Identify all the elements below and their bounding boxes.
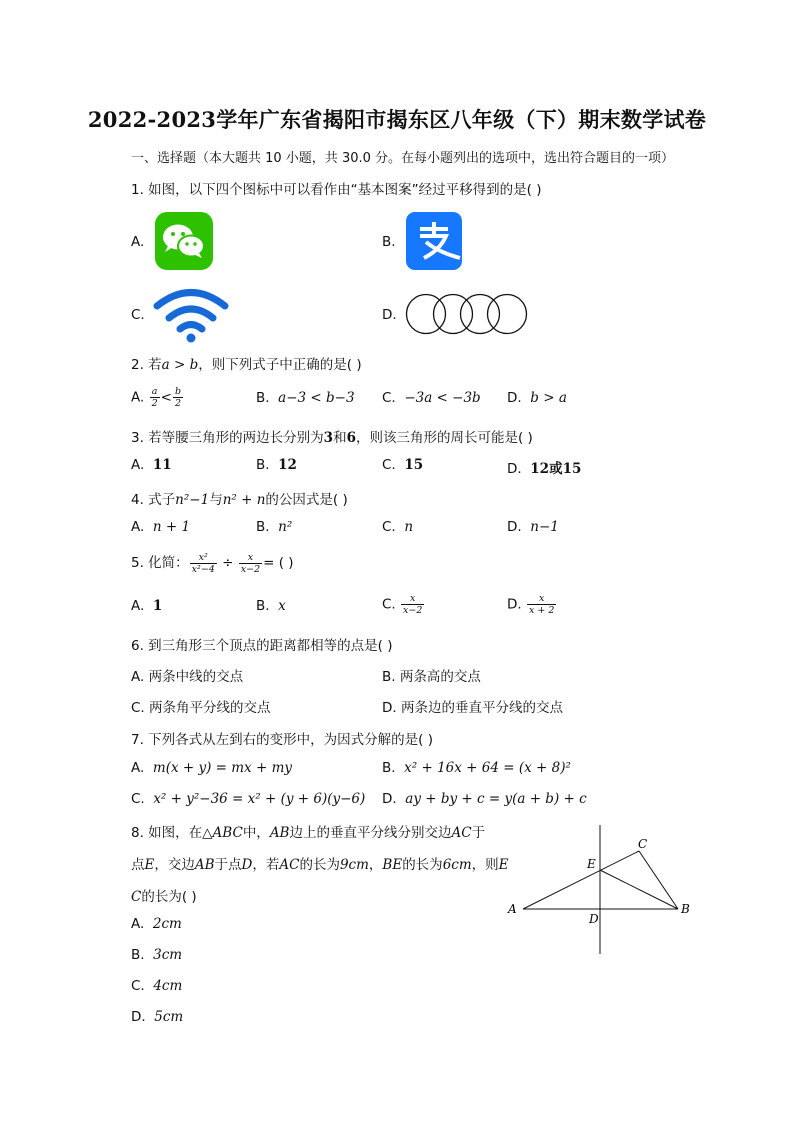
q6-option-b: B. 两条高的交点 — [382, 669, 481, 685]
q5-option-b-val: x — [278, 598, 286, 614]
q2-option-d-expr: b > a — [530, 390, 567, 406]
q8-text: ，若 — [252, 857, 280, 873]
q8-point-e: E — [144, 857, 155, 873]
q5-divide: ÷ — [222, 555, 234, 571]
q4-option-a — [131, 519, 190, 535]
q3-option-d-val: 12或15 — [530, 461, 582, 477]
q4-option-d — [507, 519, 559, 535]
q4-option-a-label: A. — [131, 519, 145, 535]
q5-frac-1-num: x² — [190, 552, 217, 564]
q8-option-c — [131, 978, 182, 994]
q2-option-d — [507, 390, 567, 406]
q4-stem-pre: 4. 式子 — [131, 492, 176, 508]
q5-frac-1 — [190, 552, 217, 575]
q8-text: 边上的垂直平分线分别交边 — [289, 825, 452, 841]
q7-option-c-val: x² + y²−36 = x² + (y + 6)(y−6) — [153, 791, 366, 807]
q2-lt: < — [160, 389, 172, 406]
q7-option-b-label: B. — [382, 760, 396, 776]
q8-option-c-label: C. — [131, 978, 145, 994]
question-2-stem — [131, 353, 362, 373]
q8-text: 于 — [471, 825, 486, 841]
q3-option-c — [382, 457, 423, 473]
q2-option-a-label: A. — [131, 389, 145, 406]
q2-option-b — [256, 390, 355, 406]
q2-condition: a > b — [161, 357, 199, 373]
q8-text: 点 — [131, 857, 145, 873]
q1-option-c-label: C. — [131, 307, 145, 323]
q2-frac-a-num: a — [150, 386, 160, 398]
q3-stem-post: ，则该三角形的周长可能是( ) — [355, 430, 533, 446]
q3-option-c-label: C. — [382, 457, 396, 473]
q8-seg-ac: AC — [279, 857, 300, 873]
q3-option-a-val: 11 — [152, 457, 172, 473]
q5-option-a-label: A. — [131, 598, 145, 614]
q7-option-b-val: x² + 16x + 64 = (x + 8)² — [404, 760, 571, 776]
q5-option-b-label: B. — [256, 598, 270, 614]
q3-option-a — [131, 457, 172, 473]
q5-option-d-frac — [527, 593, 556, 616]
question-8-line-1 — [131, 821, 485, 841]
q3-option-a-label: A. — [131, 457, 145, 473]
q8-triangle: △ABC — [202, 825, 243, 841]
q2-option-a — [131, 386, 184, 409]
q3-num-6: 6 — [346, 430, 356, 446]
q8-option-c-val: 4cm — [153, 978, 183, 994]
q5-stem-pre: 5. 化简： — [131, 555, 189, 571]
q5-stem-post: = ( ) — [263, 555, 294, 571]
q5-frac-2 — [239, 552, 262, 575]
q8-option-a-val: 2cm — [152, 916, 182, 932]
page-title: 2022-2023学年广东省揭阳市揭东区八年级（下）期末数学试卷 — [87, 107, 707, 132]
q8-seg-ab: AB — [269, 825, 290, 841]
q3-option-d-label: D. — [507, 461, 522, 477]
question-4-stem — [131, 488, 348, 508]
q5-option-c-den: x−2 — [403, 605, 423, 616]
q8-length-9: 9cm — [339, 857, 369, 873]
q3-num-3: 3 — [323, 430, 334, 446]
segment-ac — [523, 851, 639, 909]
q4-expr-1: n²−1 — [175, 492, 210, 508]
q4-option-c-val: n — [404, 519, 414, 535]
q7-option-d — [382, 791, 587, 807]
q6-option-c: C. 两条角平分线的交点 — [131, 700, 271, 716]
label-a: A — [508, 902, 517, 916]
q5-option-d — [507, 593, 557, 616]
q4-option-d-label: D. — [507, 519, 522, 535]
q8-text: 中， — [242, 825, 270, 841]
q8-option-b-label: B. — [131, 947, 145, 963]
q8-option-d — [131, 1009, 183, 1025]
q4-stem-post: 的公因式是( ) — [265, 492, 348, 508]
q5-option-c-num: x — [401, 593, 424, 605]
q1-option-a-label: A. — [131, 234, 145, 250]
q8-text: ，交边 — [154, 857, 195, 873]
q8-option-b — [131, 947, 182, 963]
q7-option-c — [131, 791, 365, 807]
q4-option-b-val: n² — [278, 519, 293, 535]
q8-option-d-val: 5cm — [154, 1009, 184, 1025]
question-8-line-2 — [131, 853, 509, 873]
question-6-stem: 6. 到三角形三个顶点的距离都相等的点是( ) — [131, 638, 393, 654]
q8-option-b-val: 3cm — [153, 947, 183, 963]
q3-mid: 和 — [333, 430, 347, 446]
q5-option-a — [131, 598, 162, 614]
q4-mid: 与 — [209, 492, 223, 508]
q8-text: ，则 — [471, 857, 499, 873]
q3-stem-pre: 3. 若等腰三角形的两边长分别为 — [131, 430, 324, 446]
q7-option-a-label: A. — [131, 760, 145, 776]
q2-option-b-label: B. — [256, 390, 270, 406]
q8-seg-ac: AC — [451, 825, 472, 841]
q8-text: 8. 如图，在 — [131, 825, 203, 841]
q5-option-d-label: D. — [507, 596, 522, 613]
label-b: B — [681, 902, 690, 916]
q6-option-d: D. 两条边的垂直平分线的交点 — [382, 700, 563, 716]
q3-option-b-label: B. — [256, 457, 270, 473]
q1-option-b-label: B. — [382, 234, 396, 250]
q2-option-c — [382, 390, 481, 406]
question-5-stem — [131, 551, 294, 575]
q8-option-a-label: A. — [131, 916, 145, 932]
label-c: C — [638, 837, 648, 851]
q8-point-c: C — [131, 889, 142, 905]
q5-frac-2-den: x−2 — [240, 563, 261, 575]
q5-option-d-num: x — [527, 593, 556, 605]
q3-option-c-val: 15 — [404, 457, 424, 473]
q8-point-e: E — [498, 857, 509, 873]
q4-expr-2: n² + n — [222, 492, 266, 508]
segment-cb — [639, 851, 678, 909]
q2-option-b-expr: a−3 < b−3 — [278, 390, 355, 406]
question-1-stem: 1. 如图，以下四个图标中可以看作由“基本图案”经过平移得到的是( ) — [131, 182, 542, 198]
q2-stem-pre: 2. 若 — [131, 357, 162, 373]
q5-option-c — [382, 593, 425, 616]
q5-option-c-label: C. — [382, 596, 396, 613]
q3-option-b-val: 12 — [278, 457, 297, 473]
q4-option-d-val: n−1 — [530, 519, 559, 535]
q2-stem-post: ，则下列式子中正确的是( ) — [198, 357, 362, 373]
q5-option-d-den: x + 2 — [528, 605, 555, 616]
q3-option-d — [507, 457, 581, 477]
q5-frac-2-num: x — [239, 552, 262, 564]
q2-frac-b-den: 2 — [174, 398, 182, 409]
q2-frac-b — [173, 386, 183, 409]
q3-option-b — [256, 457, 297, 473]
q8-text: 的长为( ) — [141, 889, 197, 905]
q4-option-a-val: n + 1 — [152, 519, 191, 535]
q7-option-c-label: C. — [131, 791, 145, 807]
q8-text: 的长为 — [402, 857, 443, 873]
section-heading: 一、选择题（本大题共 10 小题，共 30.0 分。在每小题列出的选项中，选出符合题目的一项） — [131, 151, 675, 166]
q4-option-c — [382, 519, 413, 535]
q4-option-b — [256, 519, 292, 535]
triangle-figure — [500, 822, 700, 961]
question-3-stem — [131, 426, 533, 446]
alipay-logo-icon — [406, 212, 462, 270]
q4-option-b-label: B. — [256, 519, 270, 535]
q8-option-d-label: D. — [131, 1009, 146, 1025]
q2-frac-b-num: b — [174, 386, 182, 397]
q2-frac-a-den: 2 — [151, 398, 158, 409]
q8-text: ， — [368, 857, 383, 873]
q7-option-b — [382, 760, 571, 776]
segment-eb — [600, 870, 678, 909]
q5-frac-1-den: x²−4 — [191, 563, 215, 575]
four-rings-icon — [404, 292, 530, 340]
q7-option-a — [131, 760, 292, 776]
q8-length-6: 6cm — [442, 857, 472, 873]
q5-option-c-frac — [401, 593, 424, 616]
question-7-stem: 7. 下列各式从左到右的变形中，为因式分解的是( ) — [131, 732, 433, 748]
q2-option-c-label: C. — [382, 390, 396, 406]
q7-option-d-label: D. — [382, 791, 397, 807]
q2-option-c-expr: −3a < −3b — [404, 390, 481, 406]
q1-option-d-label: D. — [382, 307, 397, 323]
q2-frac-a — [150, 386, 160, 409]
q4-option-c-label: C. — [382, 519, 396, 535]
q7-option-d-val: ay + by + c = y(a + b) + c — [405, 791, 587, 807]
q8-seg-ab: AB — [194, 857, 215, 873]
wechat-logo-icon — [155, 212, 213, 270]
q8-option-a — [131, 916, 182, 932]
q8-seg-be: BE — [382, 857, 403, 873]
q6-option-a: A. 两条中线的交点 — [131, 669, 244, 685]
wifi-signal-icon — [152, 287, 230, 347]
q8-text: 于点 — [214, 857, 242, 873]
q2-option-d-label: D. — [507, 390, 522, 406]
label-e: E — [587, 857, 596, 871]
q7-option-a-val: m(x + y) = mx + my — [152, 760, 292, 776]
q5-option-a-val: 1 — [152, 598, 163, 614]
question-8-line-3 — [131, 885, 197, 905]
q5-option-b — [256, 598, 286, 614]
q8-point-d: D — [241, 857, 253, 873]
label-d: D — [589, 912, 599, 926]
q8-text: 的长为 — [299, 857, 340, 873]
